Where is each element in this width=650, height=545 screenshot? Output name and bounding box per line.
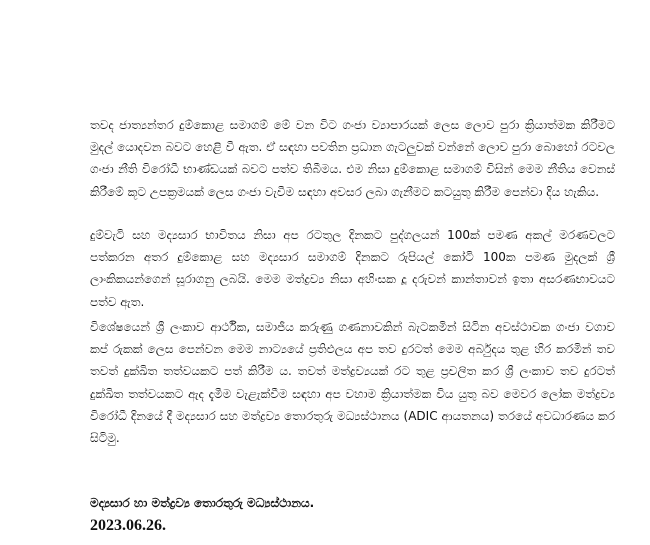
body-paragraph-3: විශේෂයෙන් ශ්‍රී ලංකාව ආර්ථික, සමාජීය කරුණු ගණනාවකින් බැටකමින් සිටින අවස්ථාවක ගංජා වගාව කප් රුකක් ලෙස පෙන්වන මෙම නාට්‍යයේ ප්‍රතිඵලය අප තව දුරටත් මෙම අර්බුදය තුළ හිර කරමින් තව තවත් දුක්ඛිත තත්වයකට පත් කිරීම ය. තවත් මත්ද්‍රව්‍යයක් රට තුළ ප්‍රචලිත කර ශ්‍රී ලංකාව තව දුරටත් දුක්ඛිත තත්වයකට ඇද දැමීම වැළැක්වීම සඳහා අප වහාම ක්‍රියාත්මක විය යුතු බව මෙවර ලෝක මත්ද්‍රව්‍ය විරෝධී දිනයේ දී මද්‍යසාර සහ මත්ද්‍රව්‍ය තොරතුරු මධ්‍යස්ථානය (ADIC ආයතනය) තරයේ අවධාරණය කර සිටිමු. xyxy=(90,320,615,446)
signature-date: 2023.06.26. xyxy=(90,517,166,534)
body-paragraph-1: තවද ජාත්‍යන්තර දුම්කොළ සමාගම් මේ වන විට ගංජා ව්‍යාපාරයක් ලෙස ලොව පුරා ක්‍රියාත්මක කිරීමට මුදල් යොදවන බවට හෙළි වී ඇත. ඒ සඳහා පවතින ප්‍රධාන ගැටලුවක් වන්නේ ලොව පුරා බොහෝ රටවල ගංජා නීති විරෝධී භාණ්ඩයක් බවට පත්ව තිබීමය. එම නිසා දුම්කොළ සමාගම් විසින් මෙම නීතිය වෙනස් කිරීමේ කූට උපක්‍රමයක් ලෙස ගංජා වැවීම සඳහා අවසර ලබා ගැනීමට කටයුතු කිරීම පෙන්වා දිය හැකිය. xyxy=(90,118,615,199)
body-paragraph-2: දුම්වැටි සහ මද්‍යසාර භාවිතය නිසා අප රටතුල දිනකට පුද්ගලයන් 100ක් පමණ අකල් මරණවලට පත්කරන අතර දුම්කොළ සහ මද්‍යසාර සමාගම් දිනකට රුපියල් කෝටි 100ක පමණ මුදලක් ශ්‍රී ලාංකිකයන්ගෙන් සූරාගනු ලබයි. මෙම මත්ද්‍රව්‍ය නිසා අහිංසක දූ දරුවන් කාන්තාවන් ඉතා අසරණභාවයට පත්ව ඇත. xyxy=(90,228,615,309)
signature-organization: මද්‍යසාර හා මත්ද්‍රව්‍ය තොරතුරු මධ්‍යස්ථානය. xyxy=(90,496,315,510)
